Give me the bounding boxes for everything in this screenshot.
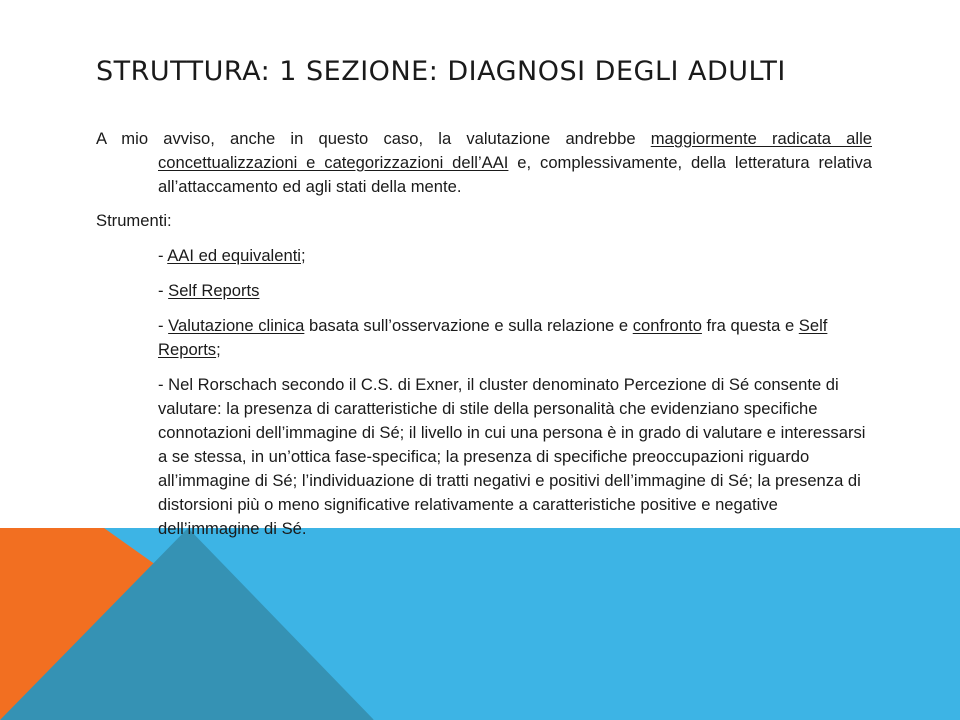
intro-text-part2: e, complessivamente, della letteratura relativa all’attaccamento ed agli stati della mente. bbox=[158, 153, 872, 196]
intro-text-part1: A mio avviso, anche in questo caso, la valutazione andrebbe bbox=[96, 129, 651, 148]
strumenti-label: Strumenti: bbox=[96, 211, 172, 230]
list-item-mid-text: basata sull’osservazione e sulla relazione e bbox=[304, 316, 633, 335]
list-item-suffix: ; bbox=[301, 246, 306, 265]
slide-title: STRUTTURA: 1 SEZIONE: DIAGNOSI DEGLI ADULTI bbox=[96, 56, 786, 87]
list-item-prefix: - bbox=[158, 246, 168, 265]
list-item-aai bbox=[96, 244, 872, 268]
list-item-rorschach: - Nel Rorschach secondo il C.S. di Exner, il cluster denominato Percezione di Sé consente di valutare: la presenza di caratteristiche di stile della personalità che evidenziano specifiche connotazioni dell’immagine di Sé; il livello in cui una persona è in grado di valutare e interessarsi a se stessa, in un’ottica fase-specifica; la presenza di specifiche preoccupazioni riguardo all’immagine di Sé; l’individuazione di tratti negativi e positivi dell’immagine di Sé; la presenza di distorsioni più o meno significative relativamente a caratteristiche positive e negative dell’immagine di Sé. bbox=[158, 375, 866, 538]
self-reports-underlined-text: Self Reports bbox=[168, 281, 260, 300]
list-item-prefix: - bbox=[158, 281, 169, 300]
intro-paragraph bbox=[96, 127, 872, 199]
intro-underlined-text: maggiormente radicata alle concettualizzazioni e categorizzazioni dell’AAI bbox=[158, 129, 872, 172]
slide-body bbox=[96, 127, 872, 541]
valutazione-clinica-underlined-text: Valutazione clinica bbox=[168, 316, 305, 335]
aai-underlined-text: AAI ed equivalenti bbox=[167, 246, 301, 265]
list-item-valutazione-clinica bbox=[96, 314, 872, 362]
list-item-mid-text: fra questa e bbox=[701, 316, 799, 335]
self-reports-underlined-text: Self Reports bbox=[158, 316, 828, 359]
list-item-self-reports bbox=[96, 279, 872, 303]
confronto-underlined-text: confronto bbox=[632, 316, 702, 335]
list-item-suffix: ; bbox=[216, 340, 221, 359]
list-item-prefix: - bbox=[158, 316, 169, 335]
